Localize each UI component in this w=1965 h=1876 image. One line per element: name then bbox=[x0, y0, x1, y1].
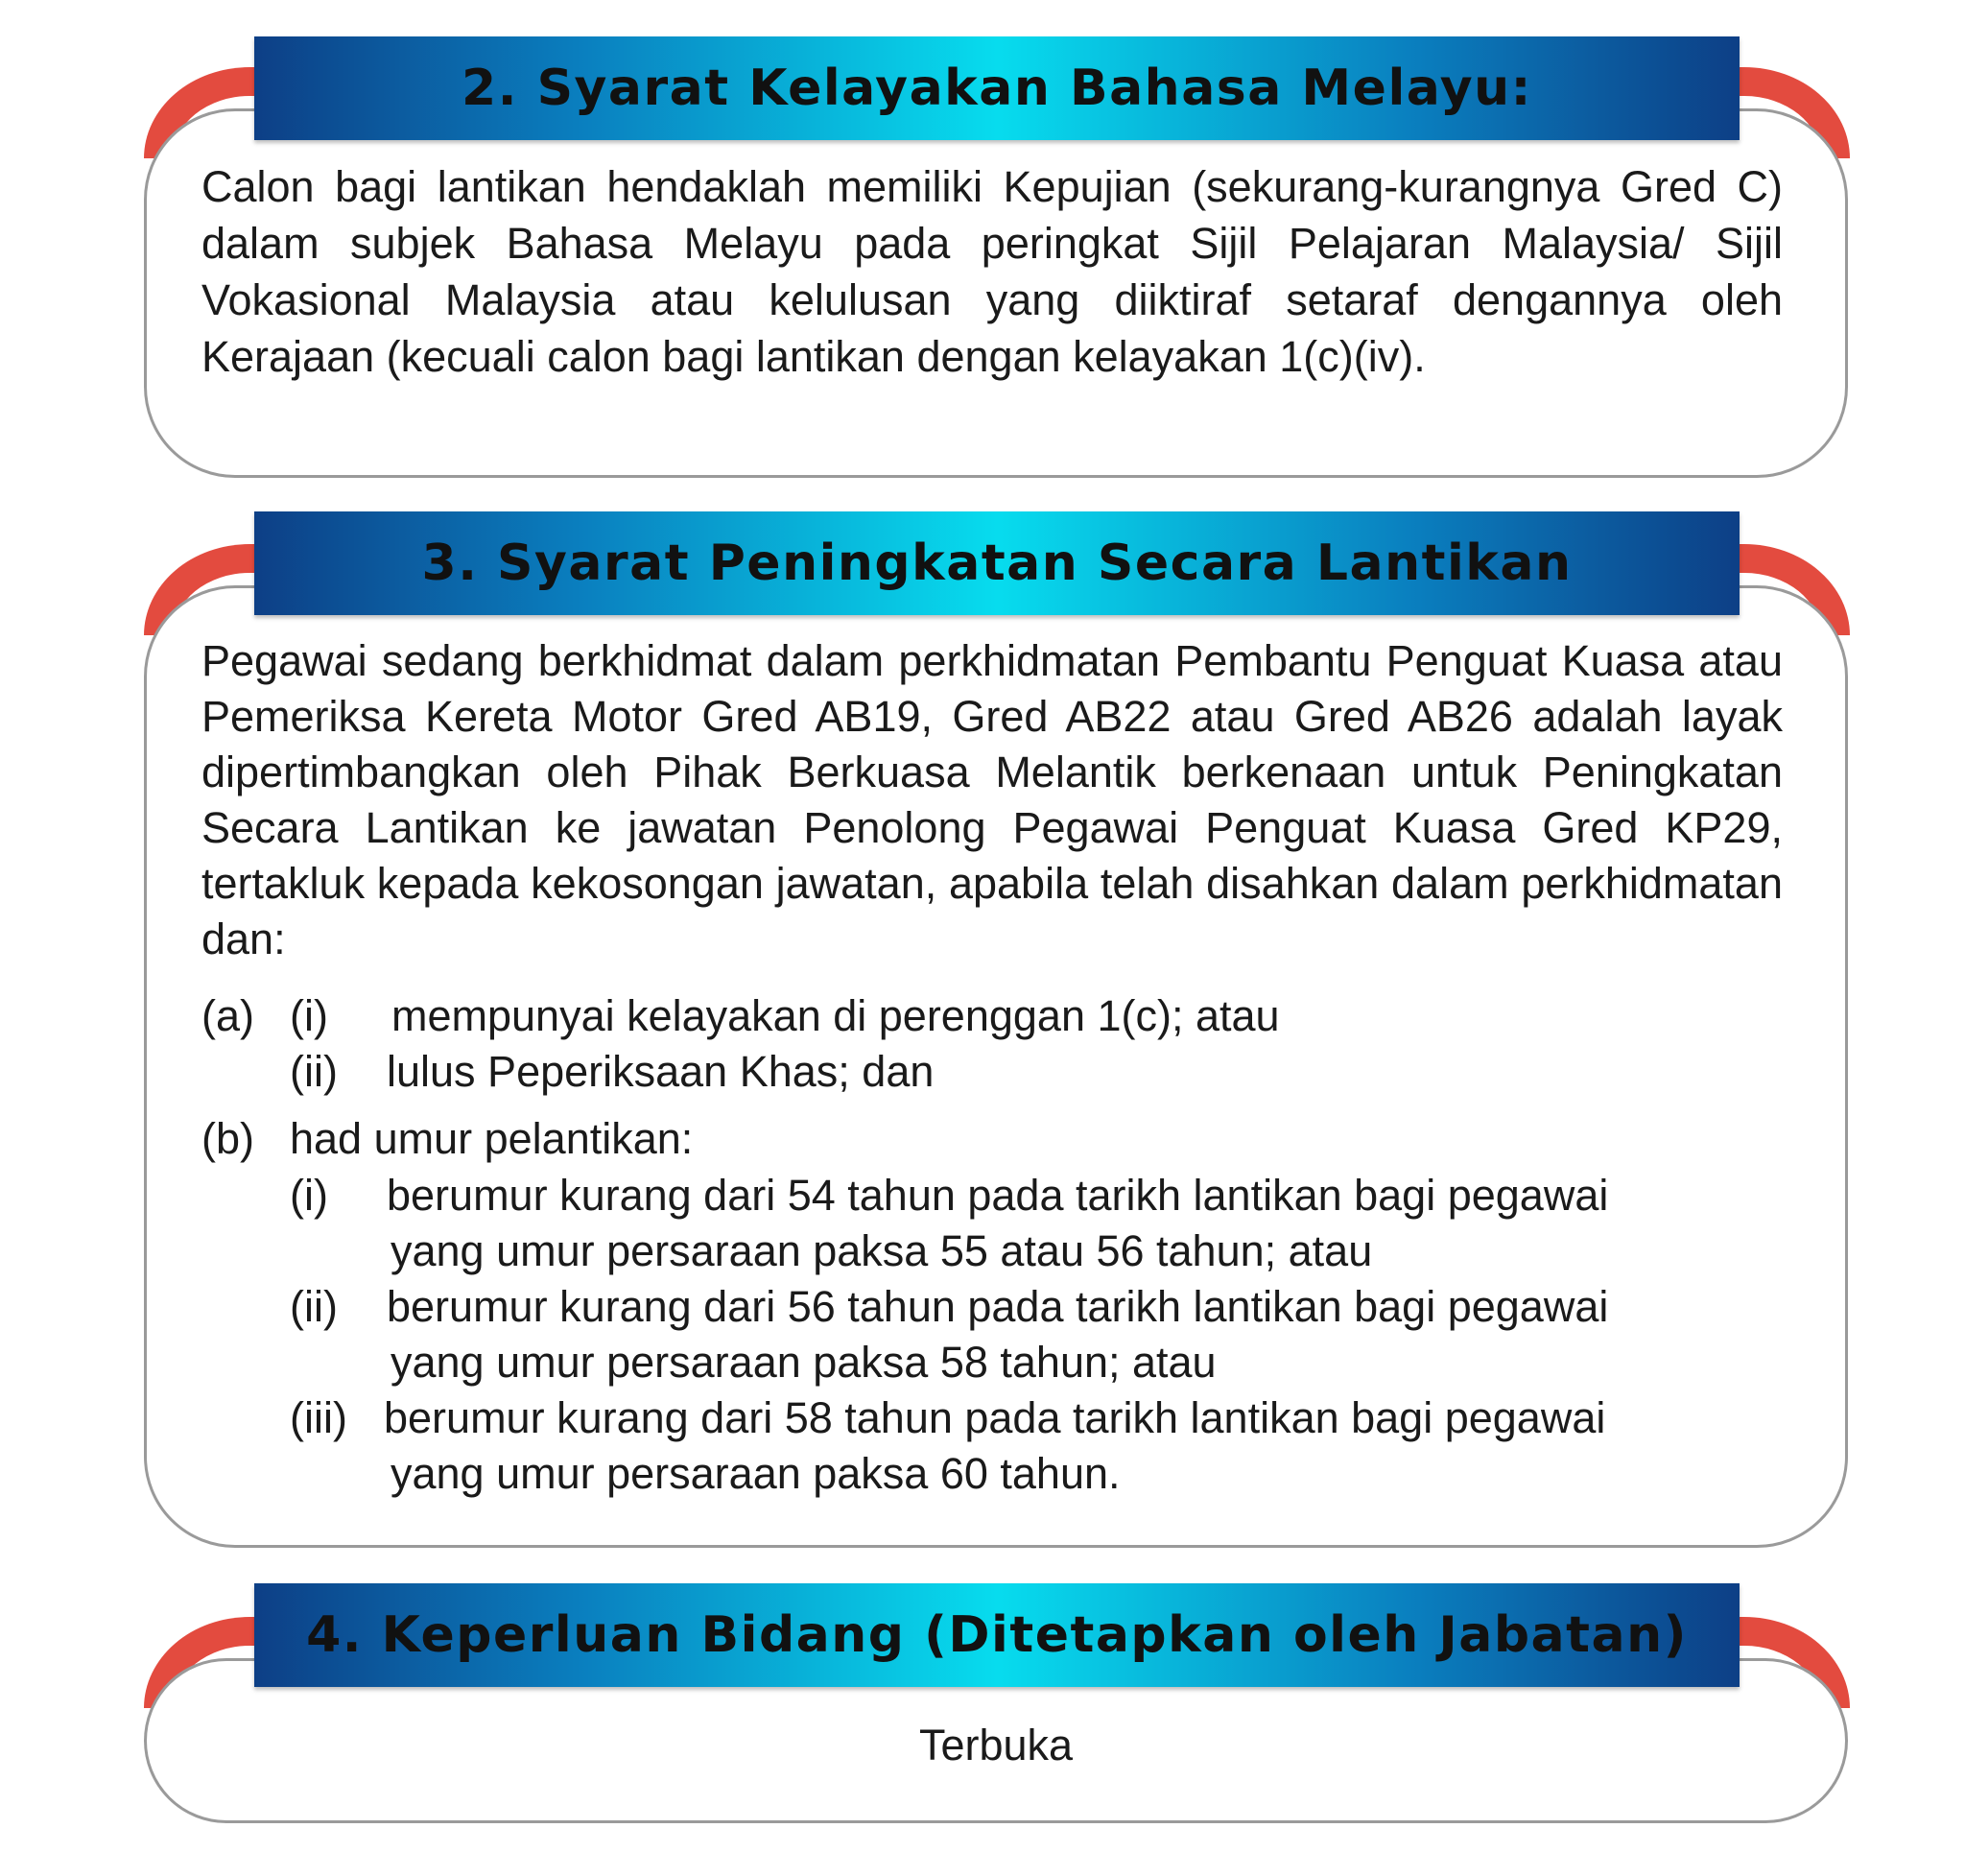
section-body: Calon bagi lantikan hendaklah memiliki Kepujian (sekurang-kurangnya Gred C) dalam subjek Bahasa Melayu pada peringkat Sijil Pelajaran Malaysia/ Sijil Vokasional Malaysia atau kelulusan yang diiktiraf setaraf dengannya oleh Kerajaan (kecuali calon bagi lantikan dengan kelayakan 1(c)(iv). bbox=[201, 162, 1783, 381]
section-banner bbox=[254, 36, 1740, 140]
section-bahasa-melayu bbox=[144, 36, 1852, 478]
list-item-b-i-line2: yang umur persaraan paksa 55 atau 56 tahun; atau bbox=[391, 1226, 1373, 1275]
section-body: Terbuka bbox=[918, 1721, 1074, 1769]
list-marker-a: (a) bbox=[201, 991, 254, 1040]
list-marker-b-iii: (iii) bbox=[290, 1393, 347, 1442]
list-marker-a-i: (i) bbox=[290, 991, 328, 1040]
section-peningkatan-lantikan bbox=[144, 511, 1852, 1548]
list-item-b-ii-line2: yang umur persaraan paksa 58 tahun; atau bbox=[391, 1338, 1217, 1387]
list-item-b: had umur pelantikan: bbox=[290, 1114, 694, 1163]
list-item-b-ii-line1: berumur kurang dari 56 tahun pada tarikh lantikan bagi pegawai bbox=[387, 1282, 1609, 1331]
section-title: 4. Keperluan Bidang (Ditetapkan oleh Jabatan) bbox=[306, 1606, 1688, 1664]
list-marker-b: (b) bbox=[201, 1114, 254, 1163]
section-keperluan-bidang bbox=[144, 1583, 1852, 1823]
list-item-a-ii: lulus Peperiksaan Khas; dan bbox=[387, 1047, 935, 1096]
section-banner bbox=[254, 1583, 1740, 1687]
list-item-b-iii-line1: berumur kurang dari 58 tahun pada tarikh lantikan bagi pegawai bbox=[384, 1393, 1606, 1442]
list-item-b-i-line1: berumur kurang dari 54 tahun pada tarikh lantikan bagi pegawai bbox=[387, 1171, 1609, 1220]
list-item-a-i: mempunyai kelayakan di perenggan 1(c); atau bbox=[391, 991, 1280, 1040]
section-title: 3. Syarat Peningkatan Secara Lantikan bbox=[421, 534, 1573, 592]
list-marker-a-ii: (ii) bbox=[290, 1047, 338, 1096]
section-body: Pegawai sedang berkhidmat dalam perkhidmatan Pembantu Penguat Kuasa atau Pemeriksa Kereta Motor Gred AB19, Gred AB22 atau Gred AB26 adalah layak dipertimbangkan oleh Pihak Berkuasa Melantik berkenaan untuk Peningkatan Secara Lantikan ke jawatan Penolong Pegawai Penguat Kuasa Gred KP29, tertakluk kepada kekosongan jawatan, apabila telah disahkan dalam perkhidmatan dan: bbox=[201, 636, 1783, 963]
list-item-b-iii-line2: yang umur persaraan paksa 60 tahun. bbox=[391, 1449, 1121, 1498]
list-marker-b-i: (i) bbox=[290, 1171, 328, 1220]
list-marker-b-ii: (ii) bbox=[290, 1282, 338, 1331]
section-title: 2. Syarat Kelayakan Bahasa Melayu: bbox=[462, 59, 1532, 117]
section-banner bbox=[254, 511, 1740, 615]
